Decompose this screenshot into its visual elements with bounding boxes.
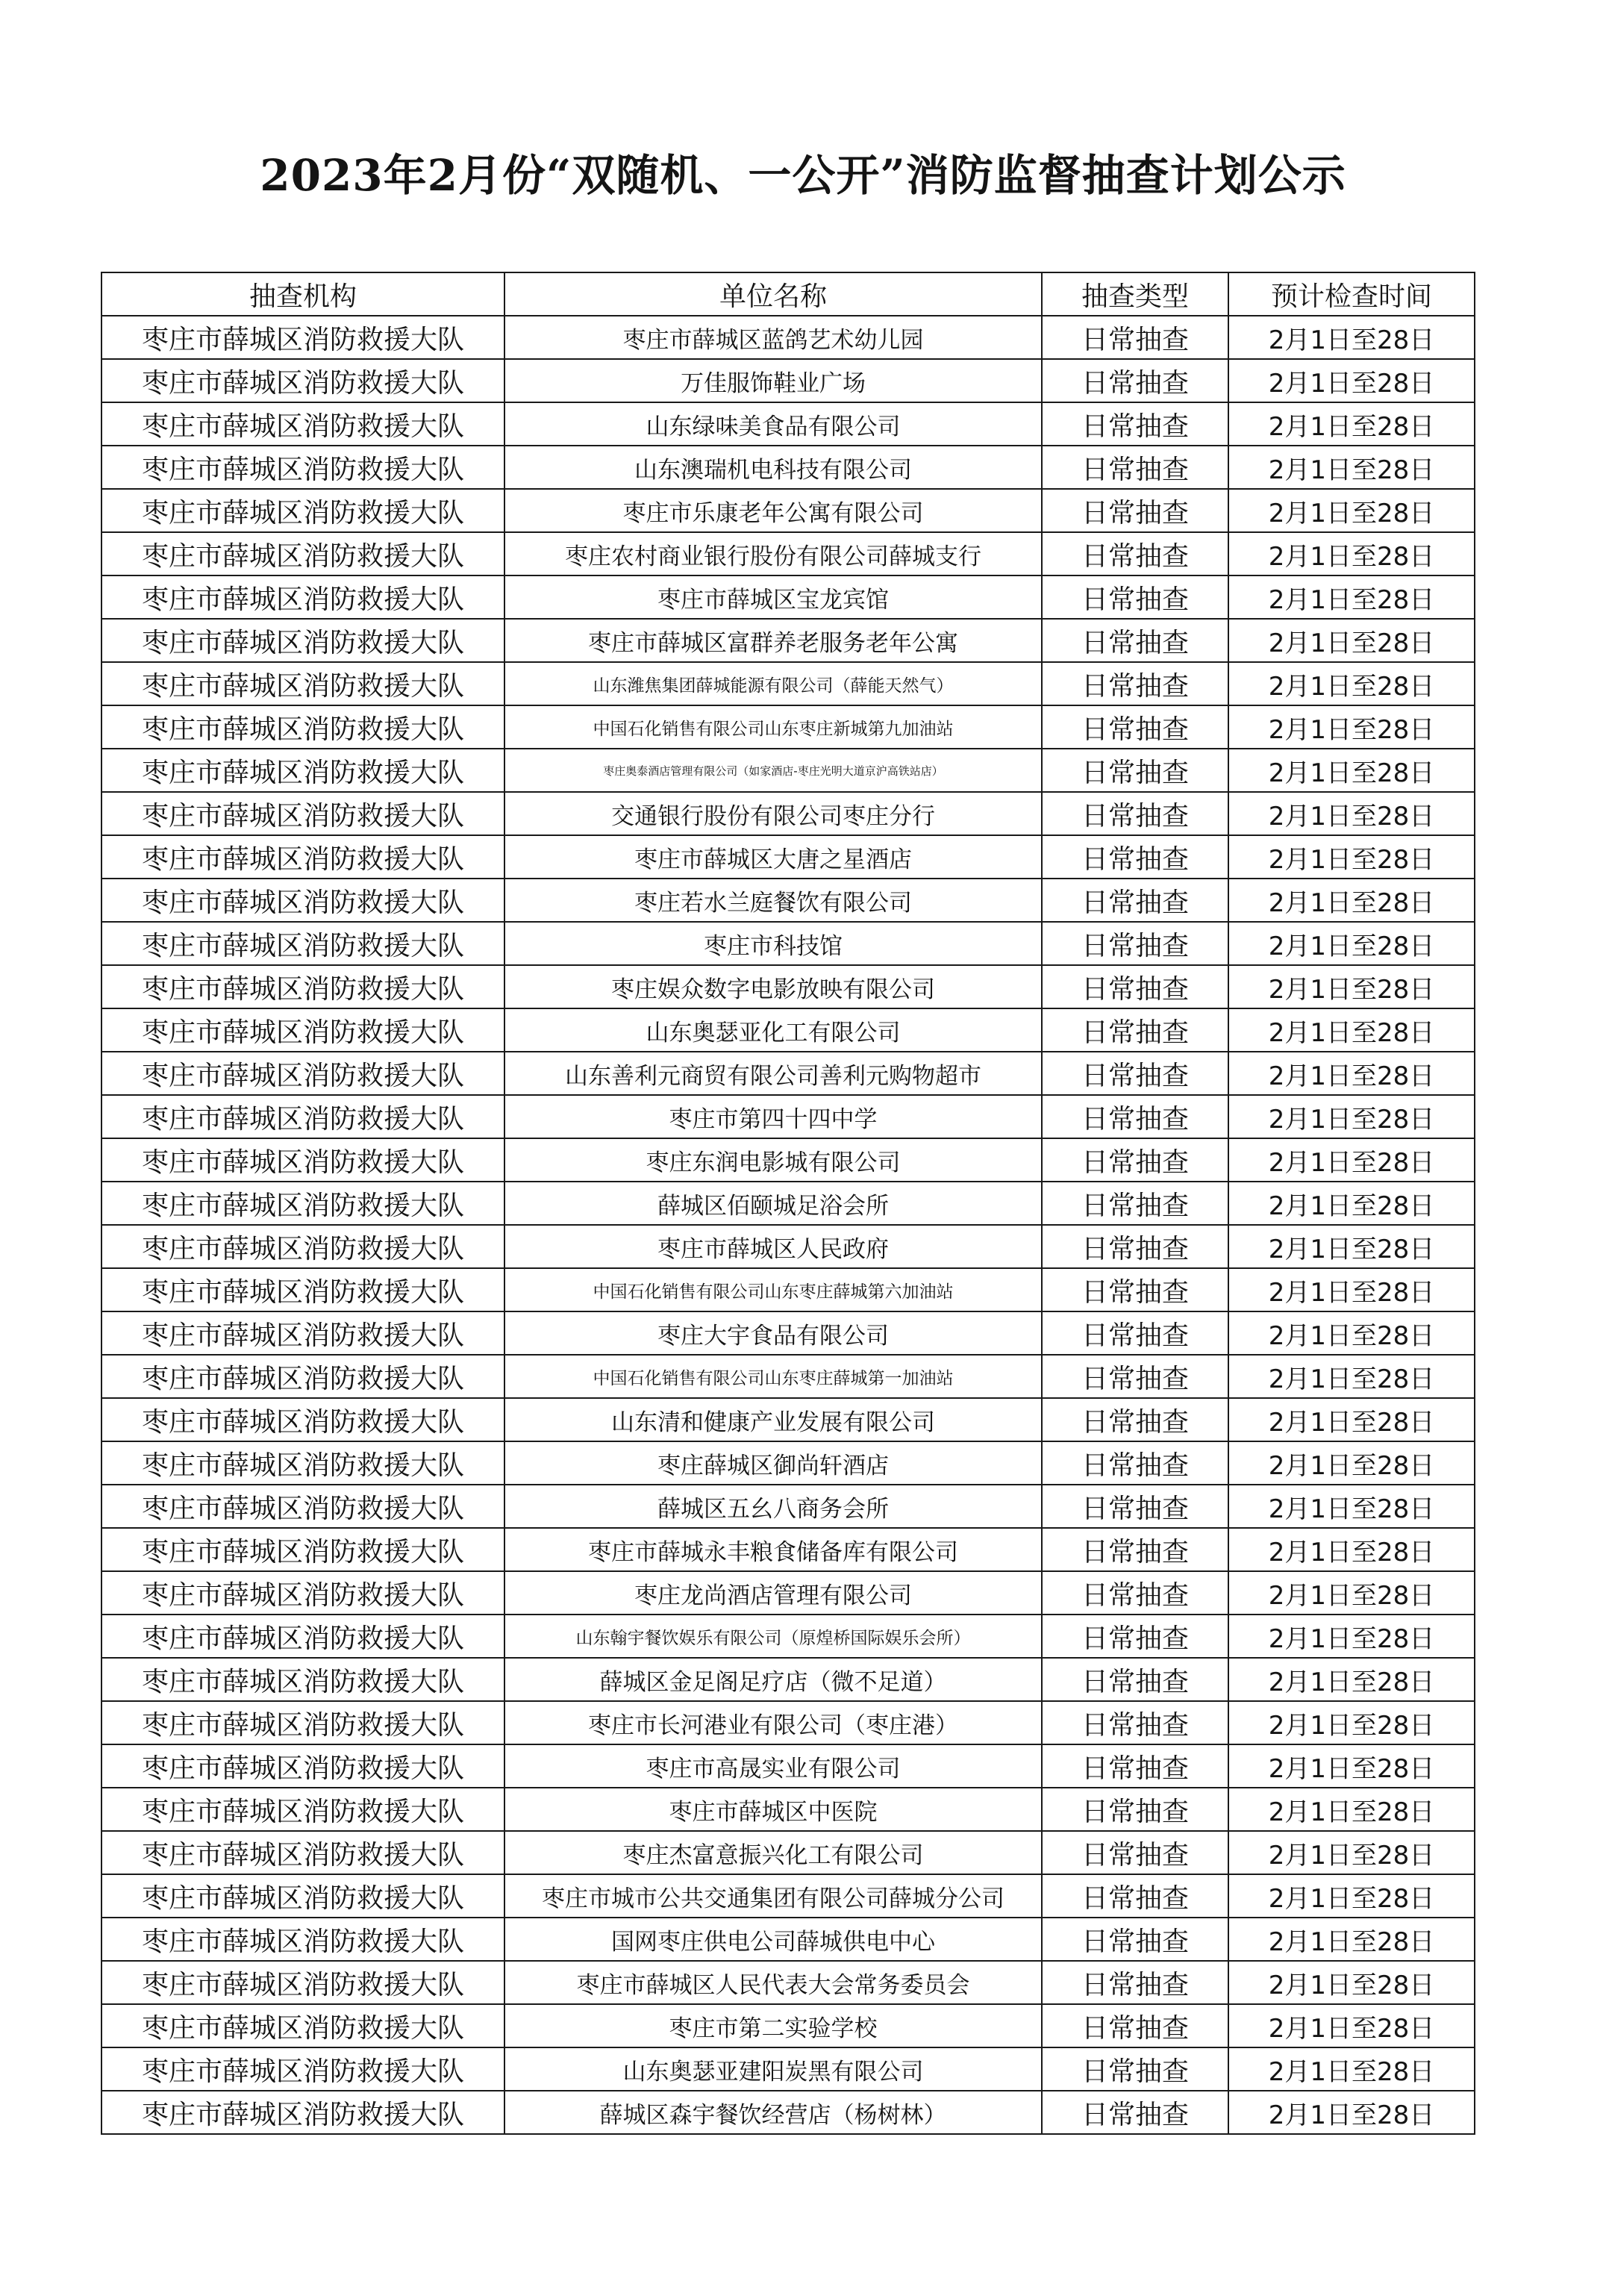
table-row (101, 359, 1475, 402)
unit-name-cell: 枣庄若水兰庭餐饮有限公司 (504, 879, 1042, 922)
agency-cell: 枣庄市薛城区消防救援大队 (101, 1744, 504, 1788)
table-row (101, 1831, 1475, 1874)
agency-cell: 枣庄市薛城区消防救援大队 (101, 1788, 504, 1831)
agency-cell: 枣庄市薛城区消防救援大队 (101, 1355, 504, 1398)
planned-time-cell: 2月1日至28日 (1228, 1571, 1475, 1615)
planned-time-cell: 2月1日至28日 (1228, 2091, 1475, 2134)
check-type-cell: 日常抽查 (1042, 1571, 1228, 1615)
planned-time-cell: 2月1日至28日 (1228, 359, 1475, 402)
planned-time-cell: 2月1日至28日 (1228, 1658, 1475, 1701)
table-row (101, 662, 1475, 705)
check-type-cell: 日常抽查 (1042, 1355, 1228, 1398)
agency-cell: 枣庄市薛城区消防救援大队 (101, 359, 504, 402)
unit-name-cell: 枣庄杰富意振兴化工有限公司 (504, 1831, 1042, 1874)
planned-time-cell: 2月1日至28日 (1228, 2004, 1475, 2047)
unit-name-cell: 枣庄农村商业银行股份有限公司薛城支行 (504, 532, 1042, 575)
table-row (101, 1052, 1475, 1095)
table-row (101, 1701, 1475, 1744)
agency-cell: 枣庄市薛城区消防救援大队 (101, 1268, 504, 1311)
table-row (101, 1441, 1475, 1485)
agency-cell: 枣庄市薛城区消防救援大队 (101, 1398, 504, 1441)
table-body (101, 316, 1475, 2134)
check-type-cell: 日常抽查 (1042, 359, 1228, 402)
planned-time-cell: 2月1日至28日 (1228, 1918, 1475, 1961)
table-row (101, 879, 1475, 922)
planned-time-cell: 2月1日至28日 (1228, 316, 1475, 359)
agency-cell: 枣庄市薛城区消防救援大队 (101, 2047, 504, 2091)
table-row (101, 1615, 1475, 1658)
agency-cell: 枣庄市薛城区消防救援大队 (101, 532, 504, 575)
unit-name-cell: 枣庄东润电影城有限公司 (504, 1138, 1042, 1182)
table-row (101, 575, 1475, 619)
agency-cell: 枣庄市薛城区消防救援大队 (101, 1528, 504, 1571)
planned-time-cell: 2月1日至28日 (1228, 1788, 1475, 1831)
unit-name-cell: 枣庄薛城区御尚轩酒店 (504, 1441, 1042, 1485)
table-row (101, 1961, 1475, 2004)
agency-cell: 枣庄市薛城区消防救援大队 (101, 965, 504, 1008)
header-check-type: 抽查类型 (1042, 272, 1228, 316)
table-row (101, 402, 1475, 446)
table-row (101, 1138, 1475, 1182)
agency-cell: 枣庄市薛城区消防救援大队 (101, 1485, 504, 1528)
unit-name-cell: 山东潍焦集团薛城能源有限公司（薛能天然气） (504, 662, 1042, 705)
unit-name-cell: 薛城区森宇餐饮经营店（杨树林） (504, 2091, 1042, 2134)
agency-cell: 枣庄市薛城区消防救援大队 (101, 1961, 504, 2004)
planned-time-cell: 2月1日至28日 (1228, 619, 1475, 662)
check-type-cell: 日常抽查 (1042, 619, 1228, 662)
table-row (101, 1008, 1475, 1052)
table-row (101, 1528, 1475, 1571)
planned-time-cell: 2月1日至28日 (1228, 1831, 1475, 1874)
agency-cell: 枣庄市薛城区消防救援大队 (101, 1615, 504, 1658)
agency-cell: 枣庄市薛城区消防救援大队 (101, 402, 504, 446)
check-type-cell: 日常抽查 (1042, 1918, 1228, 1961)
check-type-cell: 日常抽查 (1042, 1182, 1228, 1225)
check-type-cell: 日常抽查 (1042, 879, 1228, 922)
planned-time-cell: 2月1日至28日 (1228, 1615, 1475, 1658)
planned-time-cell: 2月1日至28日 (1228, 532, 1475, 575)
unit-name-cell: 国网枣庄供电公司薛城供电中心 (504, 1918, 1042, 1961)
planned-time-cell: 2月1日至28日 (1228, 1268, 1475, 1311)
table-row (101, 1311, 1475, 1355)
unit-name-cell: 枣庄市薛城区蓝鸽艺术幼儿园 (504, 316, 1042, 359)
check-type-cell: 日常抽查 (1042, 1528, 1228, 1571)
unit-name-cell: 山东善利元商贸有限公司善利元购物超市 (504, 1052, 1042, 1095)
agency-cell: 枣庄市薛城区消防救援大队 (101, 2004, 504, 2047)
check-type-cell: 日常抽查 (1042, 835, 1228, 879)
check-type-cell: 日常抽查 (1042, 1268, 1228, 1311)
header-unit-name: 单位名称 (504, 272, 1042, 316)
planned-time-cell: 2月1日至28日 (1228, 402, 1475, 446)
agency-cell: 枣庄市薛城区消防救援大队 (101, 879, 504, 922)
check-type-cell: 日常抽查 (1042, 2004, 1228, 2047)
unit-name-cell: 枣庄市乐康老年公寓有限公司 (504, 489, 1042, 532)
check-type-cell: 日常抽查 (1042, 532, 1228, 575)
table-row (101, 1788, 1475, 1831)
table-row (101, 2047, 1475, 2091)
planned-time-cell: 2月1日至28日 (1228, 749, 1475, 792)
agency-cell: 枣庄市薛城区消防救援大队 (101, 922, 504, 965)
agency-cell: 枣庄市薛城区消防救援大队 (101, 792, 504, 835)
agency-cell: 枣庄市薛城区消防救援大队 (101, 575, 504, 619)
agency-cell: 枣庄市薛城区消防救援大队 (101, 1874, 504, 1918)
planned-time-cell: 2月1日至28日 (1228, 1701, 1475, 1744)
check-type-cell: 日常抽查 (1042, 2047, 1228, 2091)
unit-name-cell: 交通银行股份有限公司枣庄分行 (504, 792, 1042, 835)
check-type-cell: 日常抽查 (1042, 1831, 1228, 1874)
unit-name-cell: 枣庄市薛城区人民政府 (504, 1225, 1042, 1268)
table-row (101, 1744, 1475, 1788)
unit-name-cell: 中国石化销售有限公司山东枣庄新城第九加油站 (504, 705, 1042, 749)
planned-time-cell: 2月1日至28日 (1228, 705, 1475, 749)
agency-cell: 枣庄市薛城区消防救援大队 (101, 835, 504, 879)
table-row (101, 1225, 1475, 1268)
check-type-cell: 日常抽查 (1042, 1788, 1228, 1831)
table-row (101, 1355, 1475, 1398)
agency-cell: 枣庄市薛城区消防救援大队 (101, 316, 504, 359)
planned-time-cell: 2月1日至28日 (1228, 1874, 1475, 1918)
planned-time-cell: 2月1日至28日 (1228, 662, 1475, 705)
planned-time-cell: 2月1日至28日 (1228, 1225, 1475, 1268)
check-type-cell: 日常抽查 (1042, 1744, 1228, 1788)
check-type-cell: 日常抽查 (1042, 402, 1228, 446)
agency-cell: 枣庄市薛城区消防救援大队 (101, 1918, 504, 1961)
check-type-cell: 日常抽查 (1042, 1701, 1228, 1744)
planned-time-cell: 2月1日至28日 (1228, 1052, 1475, 1095)
unit-name-cell: 薛城区五幺八商务会所 (504, 1485, 1042, 1528)
agency-cell: 枣庄市薛城区消防救援大队 (101, 705, 504, 749)
table-row (101, 532, 1475, 575)
planned-time-cell: 2月1日至28日 (1228, 1441, 1475, 1485)
agency-cell: 枣庄市薛城区消防救援大队 (101, 1441, 504, 1485)
unit-name-cell: 枣庄市薛城区人民代表大会常务委员会 (504, 1961, 1042, 2004)
table-row (101, 2004, 1475, 2047)
check-type-cell: 日常抽查 (1042, 316, 1228, 359)
inspection-plan-table (101, 272, 1475, 2135)
document-title: 2023年2月份“双随机、一公开”消防监督抽查计划公示 (260, 150, 1346, 201)
table-row (101, 1182, 1475, 1225)
check-type-cell: 日常抽查 (1042, 662, 1228, 705)
unit-name-cell: 枣庄市科技馆 (504, 922, 1042, 965)
planned-time-cell: 2月1日至28日 (1228, 965, 1475, 1008)
check-type-cell: 日常抽查 (1042, 1398, 1228, 1441)
check-type-cell: 日常抽查 (1042, 749, 1228, 792)
check-type-cell: 日常抽查 (1042, 792, 1228, 835)
table-row (101, 489, 1475, 532)
header-agency: 抽查机构 (101, 272, 504, 316)
check-type-cell: 日常抽查 (1042, 446, 1228, 489)
table-row (101, 835, 1475, 879)
agency-cell: 枣庄市薛城区消防救援大队 (101, 1138, 504, 1182)
planned-time-cell: 2月1日至28日 (1228, 1138, 1475, 1182)
unit-name-cell: 山东澳瑞机电科技有限公司 (504, 446, 1042, 489)
table-row (101, 1874, 1475, 1918)
agency-cell: 枣庄市薛城区消防救援大队 (101, 662, 504, 705)
unit-name-cell: 枣庄大宇食品有限公司 (504, 1311, 1042, 1355)
table-row (101, 1268, 1475, 1311)
unit-name-cell: 枣庄奥泰酒店管理有限公司（如家酒店-枣庄光明大道京沪高铁站店） (504, 749, 1042, 792)
table-row (101, 1918, 1475, 1961)
check-type-cell: 日常抽查 (1042, 1052, 1228, 1095)
agency-cell: 枣庄市薛城区消防救援大队 (101, 1658, 504, 1701)
planned-time-cell: 2月1日至28日 (1228, 2047, 1475, 2091)
table-row (101, 1571, 1475, 1615)
planned-time-cell: 2月1日至28日 (1228, 1311, 1475, 1355)
table-row (101, 1485, 1475, 1528)
planned-time-cell: 2月1日至28日 (1228, 446, 1475, 489)
agency-cell: 枣庄市薛城区消防救援大队 (101, 1225, 504, 1268)
unit-name-cell: 山东绿味美食品有限公司 (504, 402, 1042, 446)
table-row (101, 2091, 1475, 2134)
unit-name-cell: 枣庄娱众数字电影放映有限公司 (504, 965, 1042, 1008)
table-row (101, 965, 1475, 1008)
check-type-cell: 日常抽查 (1042, 1095, 1228, 1138)
planned-time-cell: 2月1日至28日 (1228, 1398, 1475, 1441)
planned-time-cell: 2月1日至28日 (1228, 922, 1475, 965)
header-planned-time: 预计检查时间 (1228, 272, 1475, 316)
agency-cell: 枣庄市薛城区消防救援大队 (101, 1008, 504, 1052)
agency-cell: 枣庄市薛城区消防救援大队 (101, 489, 504, 532)
check-type-cell: 日常抽查 (1042, 1008, 1228, 1052)
table-row (101, 1658, 1475, 1701)
planned-time-cell: 2月1日至28日 (1228, 879, 1475, 922)
agency-cell: 枣庄市薛城区消防救援大队 (101, 1095, 504, 1138)
unit-name-cell: 枣庄市薛城永丰粮食储备库有限公司 (504, 1528, 1042, 1571)
unit-name-cell: 枣庄市第二实验学校 (504, 2004, 1042, 2047)
planned-time-cell: 2月1日至28日 (1228, 1485, 1475, 1528)
planned-time-cell: 2月1日至28日 (1228, 1744, 1475, 1788)
table-row (101, 316, 1475, 359)
unit-name-cell: 薛城区金足阁足疗店（微不足道） (504, 1658, 1042, 1701)
unit-name-cell: 枣庄市第四十四中学 (504, 1095, 1042, 1138)
table-row (101, 792, 1475, 835)
planned-time-cell: 2月1日至28日 (1228, 575, 1475, 619)
planned-time-cell: 2月1日至28日 (1228, 1008, 1475, 1052)
agency-cell: 枣庄市薛城区消防救援大队 (101, 446, 504, 489)
table-row (101, 446, 1475, 489)
agency-cell: 枣庄市薛城区消防救援大队 (101, 1182, 504, 1225)
unit-name-cell: 枣庄市高晟实业有限公司 (504, 1744, 1042, 1788)
agency-cell: 枣庄市薛城区消防救援大队 (101, 619, 504, 662)
unit-name-cell: 山东翰宇餐饮娱乐有限公司（原煌桥国际娱乐会所） (504, 1615, 1042, 1658)
unit-name-cell: 枣庄市薛城区大唐之星酒店 (504, 835, 1042, 879)
unit-name-cell: 山东清和健康产业发展有限公司 (504, 1398, 1042, 1441)
planned-time-cell: 2月1日至28日 (1228, 1182, 1475, 1225)
unit-name-cell: 山东奥瑟亚建阳炭黑有限公司 (504, 2047, 1042, 2091)
check-type-cell: 日常抽查 (1042, 1441, 1228, 1485)
table-row (101, 1398, 1475, 1441)
unit-name-cell: 薛城区佰颐城足浴会所 (504, 1182, 1042, 1225)
check-type-cell: 日常抽查 (1042, 1485, 1228, 1528)
planned-time-cell: 2月1日至28日 (1228, 489, 1475, 532)
agency-cell: 枣庄市薛城区消防救援大队 (101, 1831, 504, 1874)
table-row (101, 705, 1475, 749)
check-type-cell: 日常抽查 (1042, 705, 1228, 749)
agency-cell: 枣庄市薛城区消防救援大队 (101, 1701, 504, 1744)
agency-cell: 枣庄市薛城区消防救援大队 (101, 749, 504, 792)
unit-name-cell: 枣庄市薛城区中医院 (504, 1788, 1042, 1831)
table-row (101, 922, 1475, 965)
table-row (101, 1095, 1475, 1138)
unit-name-cell: 枣庄市城市公共交通集团有限公司薛城分公司 (504, 1874, 1042, 1918)
planned-time-cell: 2月1日至28日 (1228, 1355, 1475, 1398)
check-type-cell: 日常抽查 (1042, 1225, 1228, 1268)
table-row (101, 749, 1475, 792)
check-type-cell: 日常抽查 (1042, 1138, 1228, 1182)
table-row (101, 619, 1475, 662)
unit-name-cell: 枣庄市薛城区富群养老服务老年公寓 (504, 619, 1042, 662)
check-type-cell: 日常抽查 (1042, 1961, 1228, 2004)
check-type-cell: 日常抽查 (1042, 1311, 1228, 1355)
unit-name-cell: 中国石化销售有限公司山东枣庄薛城第六加油站 (504, 1268, 1042, 1311)
check-type-cell: 日常抽查 (1042, 575, 1228, 619)
check-type-cell: 日常抽查 (1042, 965, 1228, 1008)
planned-time-cell: 2月1日至28日 (1228, 792, 1475, 835)
planned-time-cell: 2月1日至28日 (1228, 1528, 1475, 1571)
planned-time-cell: 2月1日至28日 (1228, 1961, 1475, 2004)
agency-cell: 枣庄市薛城区消防救援大队 (101, 1052, 504, 1095)
planned-time-cell: 2月1日至28日 (1228, 835, 1475, 879)
check-type-cell: 日常抽查 (1042, 1658, 1228, 1701)
check-type-cell: 日常抽查 (1042, 2091, 1228, 2134)
unit-name-cell: 枣庄市长河港业有限公司（枣庄港） (504, 1701, 1042, 1744)
agency-cell: 枣庄市薛城区消防救援大队 (101, 2091, 504, 2134)
unit-name-cell: 万佳服饰鞋业广场 (504, 359, 1042, 402)
check-type-cell: 日常抽查 (1042, 1874, 1228, 1918)
unit-name-cell: 中国石化销售有限公司山东枣庄薛城第一加油站 (504, 1355, 1042, 1398)
unit-name-cell: 山东奥瑟亚化工有限公司 (504, 1008, 1042, 1052)
check-type-cell: 日常抽查 (1042, 922, 1228, 965)
agency-cell: 枣庄市薛城区消防救援大队 (101, 1311, 504, 1355)
table-header-row (101, 272, 1475, 316)
planned-time-cell: 2月1日至28日 (1228, 1095, 1475, 1138)
unit-name-cell: 枣庄龙尚酒店管理有限公司 (504, 1571, 1042, 1615)
unit-name-cell: 枣庄市薛城区宝龙宾馆 (504, 575, 1042, 619)
check-type-cell: 日常抽查 (1042, 489, 1228, 532)
agency-cell: 枣庄市薛城区消防救援大队 (101, 1571, 504, 1615)
check-type-cell: 日常抽查 (1042, 1615, 1228, 1658)
